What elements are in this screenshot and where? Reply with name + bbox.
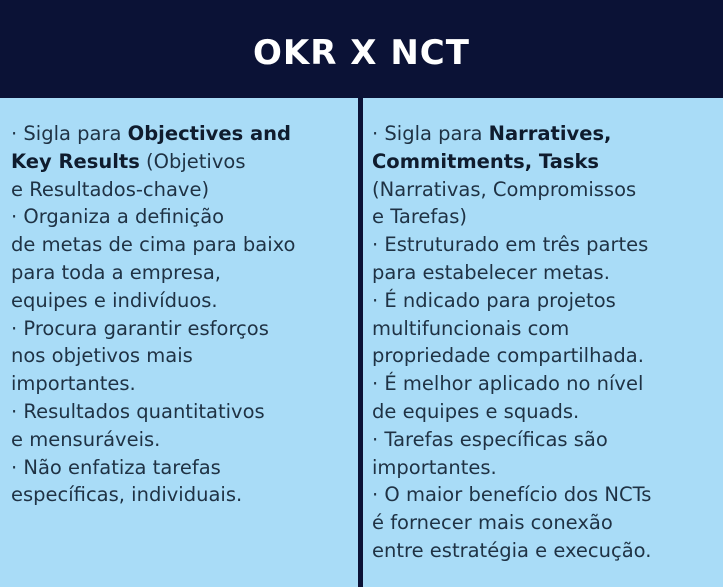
- text-line: [11, 454, 350, 482]
- text-segment: · É melhor aplicado no nível: [372, 372, 644, 396]
- nct-column: [363, 98, 723, 587]
- text-line: [11, 287, 350, 315]
- text-segment: específicas, individuais.: [11, 483, 243, 507]
- text-segment: · Sigla para: [11, 122, 128, 145]
- text-segment: · O maior benefício dos NCTs: [372, 483, 652, 507]
- text-segment: e Resultados-chave): [11, 177, 210, 201]
- text-line: [372, 259, 717, 287]
- text-segment: · Tarefas específicas são: [372, 427, 608, 451]
- text-segment: · Procura garantir esforços: [11, 316, 269, 340]
- okr-column: [0, 98, 358, 587]
- text-segment: e Tarefas): [372, 205, 467, 229]
- text-segment: é fornecer mais conexão: [372, 511, 613, 535]
- text-line: [11, 231, 350, 259]
- text-line: [11, 120, 350, 148]
- header-banner: [0, 0, 723, 98]
- text-segment: importantes.: [11, 372, 136, 396]
- text-line: [372, 287, 717, 315]
- text-segment: equipes e indivíduos.: [11, 288, 218, 312]
- text-line: [372, 120, 717, 148]
- text-line: [11, 342, 350, 370]
- text-line: [372, 481, 717, 509]
- text-line: [372, 454, 717, 482]
- page-title: OKR X NCT: [253, 33, 470, 73]
- text-segment: importantes.: [372, 455, 497, 479]
- text-line: [11, 426, 350, 454]
- text-line: [372, 370, 717, 398]
- text-line: [372, 509, 717, 537]
- text-segment: de equipes e squads.: [372, 399, 580, 423]
- text-segment: · Organiza a definição: [11, 205, 225, 229]
- text-line: [372, 176, 717, 204]
- bold-term: Key Results: [11, 149, 140, 173]
- text-line: [372, 537, 717, 565]
- bold-term: Commitments, Tasks: [372, 149, 600, 173]
- text-segment: (Narrativas, Compromissos: [372, 177, 637, 201]
- text-segment: para estabelecer metas.: [372, 260, 610, 284]
- text-segment: · Resultados quantitativos: [11, 399, 265, 423]
- text-line: [372, 398, 717, 426]
- text-line: [11, 398, 350, 426]
- text-segment: (Objetivos: [139, 149, 246, 173]
- bold-term: Objectives and: [127, 122, 291, 145]
- text-segment: para toda a empresa,: [11, 260, 222, 284]
- text-segment: · Sigla para: [372, 122, 489, 145]
- text-line: [372, 148, 717, 176]
- text-line: [11, 481, 350, 509]
- text-line: [11, 259, 350, 287]
- bold-term: Narratives,: [488, 122, 612, 145]
- text-line: [11, 315, 350, 343]
- text-line: [11, 203, 350, 231]
- text-segment: entre estratégia e execução.: [372, 538, 652, 562]
- text-segment: · Estruturado em três partes: [372, 233, 649, 257]
- text-segment: · Não enfatiza tarefas: [11, 455, 221, 479]
- text-segment: e mensuráveis.: [11, 427, 161, 451]
- text-line: [372, 342, 717, 370]
- text-segment: propriedade compartilhada.: [372, 344, 644, 368]
- text-line: [372, 426, 717, 454]
- text-line: [372, 203, 717, 231]
- text-line: [11, 370, 350, 398]
- text-segment: de metas de cima para baixo: [11, 233, 296, 257]
- text-line: [11, 148, 350, 176]
- text-line: [372, 315, 717, 343]
- text-segment: · É ndicado para projetos: [372, 288, 616, 312]
- text-segment: multifuncionais com: [372, 316, 570, 340]
- text-line: [372, 231, 717, 259]
- text-segment: nos objetivos mais: [11, 344, 193, 368]
- text-line: [11, 176, 350, 204]
